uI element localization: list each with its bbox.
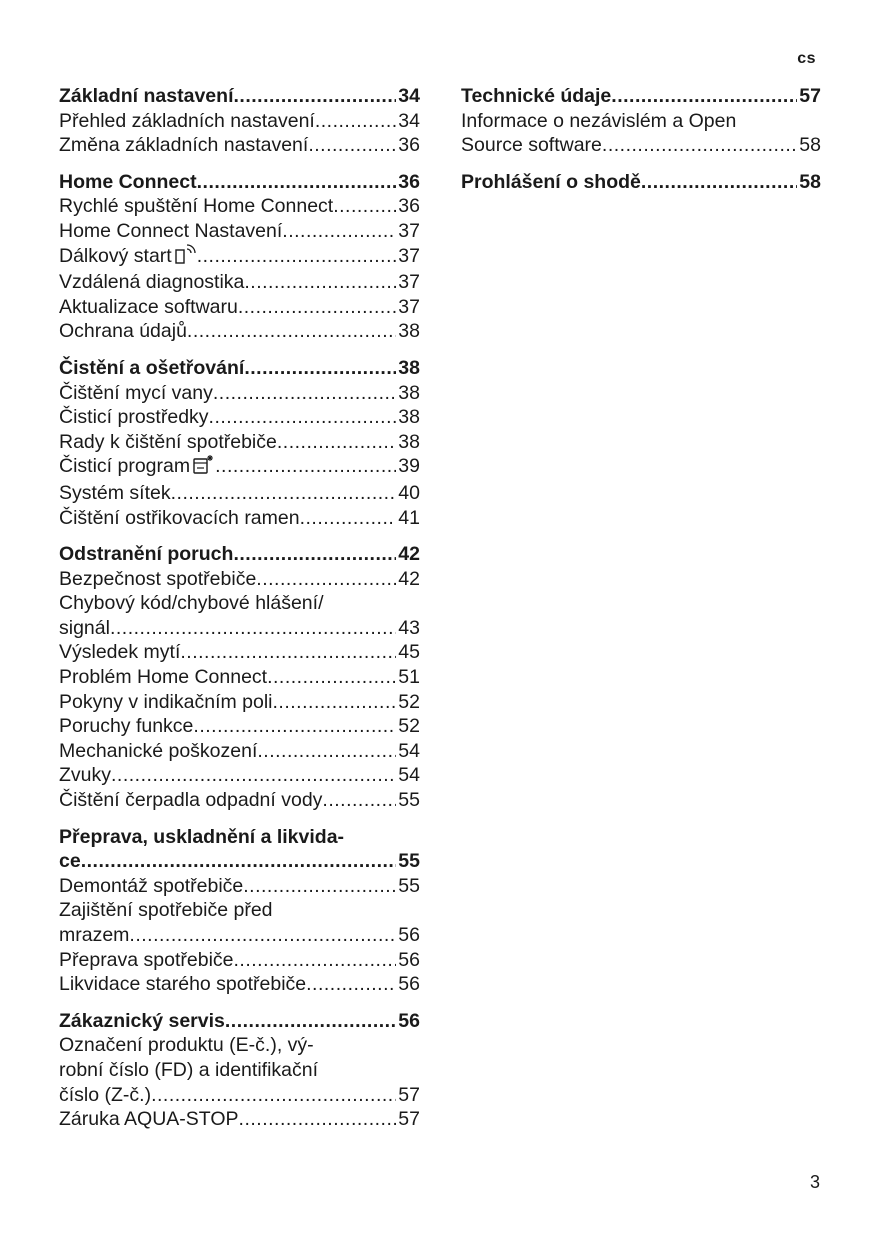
toc-leader-dots — [282, 219, 396, 244]
toc-entry-label: Čištění čerpadla odpadní vody — [59, 789, 323, 812]
toc-entry-label: Ochrana údajů — [59, 320, 187, 343]
toc-leader-dots — [215, 454, 396, 479]
toc-entry[interactable] — [59, 270, 420, 295]
toc-leader-dots — [197, 170, 397, 195]
toc-leader-dots — [129, 923, 396, 948]
toc-entry[interactable] — [59, 109, 420, 134]
toc-entry[interactable] — [59, 1107, 420, 1132]
toc-leader-dots — [209, 405, 397, 430]
toc-leader-dots — [315, 109, 396, 134]
toc-leader-dots — [333, 194, 396, 219]
toc-entry[interactable] — [59, 405, 420, 430]
toc-page-number: 55 — [398, 789, 420, 812]
toc-entry-line: Označení produktu (E-č.), vý- — [59, 1034, 314, 1057]
toc-entry-label: Čištění mycí vany — [59, 381, 213, 404]
toc-entry-label: Aktualizace softwaru — [59, 295, 238, 318]
toc-page-number: 38 — [398, 320, 420, 343]
toc-page-number: 42 — [398, 543, 420, 566]
toc-entry[interactable] — [59, 1083, 420, 1108]
toc-column-left — [59, 84, 420, 1144]
toc-entry[interactable] — [59, 194, 420, 219]
toc-column-right — [461, 84, 821, 206]
toc-section-heading[interactable] — [59, 849, 420, 874]
toc-entry[interactable] — [59, 763, 420, 788]
toc-leader-dots — [187, 319, 396, 344]
toc-entry-label: Home Connect — [59, 170, 197, 193]
toc-entry-line: Zajištění spotřebiče před — [59, 899, 273, 922]
toc-entry[interactable] — [59, 219, 420, 244]
toc-page-number: 38 — [398, 381, 420, 404]
page-number: 3 — [809, 1172, 820, 1192]
toc-entry[interactable] — [59, 481, 420, 506]
toc-page-number: 56 — [398, 1009, 420, 1032]
toc-leader-dots — [267, 665, 396, 690]
toc-page-number: 56 — [398, 924, 420, 946]
toc-entry-label: Čistění a ošetřování — [59, 356, 245, 379]
toc-leader-dots — [81, 849, 397, 874]
toc-entry-label: Demontáž spotřebiče — [59, 874, 244, 897]
toc-entry[interactable] — [59, 972, 420, 997]
toc-leader-dots — [244, 270, 396, 295]
toc-section-heading[interactable] — [59, 356, 420, 381]
toc-page-number: 36 — [398, 170, 420, 193]
toc-entry-label: Source software — [461, 134, 602, 157]
toc-section-heading[interactable] — [461, 170, 821, 195]
toc-page-number: 56 — [398, 973, 420, 996]
toc-page-number: 51 — [398, 666, 420, 689]
toc-leader-dots — [239, 1107, 397, 1132]
toc-entry-label: Čisticí prostředky — [59, 406, 209, 429]
toc-entry-label: Přehled základních nastavení — [59, 109, 315, 132]
language-code: cs — [797, 50, 816, 67]
toc-entry-label: Bezpečnost spotřebiče — [59, 567, 257, 590]
toc-entry-label: Technické údaje — [461, 85, 612, 107]
toc-entry-line: Informace o nezávislém a Open — [461, 109, 737, 132]
toc-page-number: 57 — [398, 1083, 420, 1106]
toc-entry-label: signál — [59, 616, 110, 639]
toc-entry[interactable] — [59, 690, 420, 715]
toc-leader-dots — [197, 244, 397, 269]
toc-leader-dots — [171, 481, 397, 506]
toc-page-number: 42 — [398, 567, 420, 590]
toc-entry[interactable] — [461, 133, 821, 158]
toc-leader-dots — [611, 84, 797, 109]
toc-leader-dots — [111, 763, 396, 788]
toc-leader-dots — [602, 133, 797, 158]
toc-page-number: 55 — [398, 850, 420, 873]
toc-entry-label: Čisticí program — [59, 454, 215, 481]
toc-page-number: 34 — [398, 109, 420, 132]
toc-page-number: 36 — [398, 195, 420, 218]
toc-entry-label: Čištění ostřikovacích ramen — [59, 506, 300, 529]
toc-entry[interactable] — [59, 454, 420, 481]
remote-start-icon — [175, 244, 197, 271]
toc-leader-dots — [233, 542, 396, 567]
toc-leader-dots — [256, 567, 396, 592]
toc-section-heading[interactable] — [461, 84, 821, 109]
toc-leader-dots — [300, 506, 397, 531]
toc-entry-label: Zákaznický servis — [59, 1009, 225, 1032]
toc-entry[interactable] — [59, 714, 420, 739]
toc-entry[interactable] — [59, 506, 420, 531]
toc-page-number: 52 — [398, 715, 420, 738]
toc-entry-label: Rychlé spuštění Home Connect — [59, 195, 334, 218]
toc-page-number: 37 — [398, 244, 420, 267]
toc-page-number: 39 — [398, 455, 420, 478]
toc-entry-label: Zvuky — [59, 764, 112, 787]
toc-leader-dots — [225, 1009, 396, 1034]
toc-leader-dots — [243, 874, 396, 899]
toc-page-number: 57 — [799, 85, 821, 107]
toc-page-number: 38 — [398, 356, 420, 379]
toc-section — [461, 84, 821, 158]
toc-entry[interactable] — [59, 874, 420, 899]
toc-leader-dots — [233, 84, 396, 109]
toc-page-number: 36 — [398, 134, 420, 157]
toc-leader-dots — [641, 170, 797, 195]
machine-care-icon — [193, 454, 215, 481]
toc-leader-dots — [193, 714, 396, 739]
toc-section — [461, 170, 821, 195]
toc-page-number: 37 — [398, 271, 420, 294]
toc-entry[interactable] — [59, 665, 420, 690]
toc-leader-dots — [277, 430, 396, 455]
toc-leader-dots — [180, 640, 396, 665]
toc-page-number: 45 — [398, 641, 420, 664]
toc-page-number: 37 — [398, 219, 420, 242]
toc-entry[interactable] — [59, 923, 420, 948]
toc-entry-label: Poruchy funkce — [59, 715, 194, 738]
toc-entry[interactable] — [59, 567, 420, 592]
toc-entry-label: mrazem — [59, 924, 130, 946]
toc-leader-dots — [234, 948, 397, 973]
toc-page-number: 57 — [398, 1108, 420, 1131]
toc-section — [59, 825, 420, 997]
toc-leader-dots — [257, 739, 396, 764]
toc-section-heading-line: Přeprava, uskladnění a likvida- — [59, 825, 345, 848]
toc-page-number: 54 — [398, 739, 420, 762]
toc-section — [59, 1009, 420, 1132]
toc-page-number: 37 — [398, 295, 420, 318]
toc-entry[interactable] — [59, 948, 420, 973]
toc-entry-label: Systém sítek — [59, 481, 171, 504]
toc-leader-dots — [322, 788, 396, 813]
toc-page-number: 38 — [398, 430, 420, 453]
toc-entry-line: Chybový kód/chybové hlášení/ — [59, 592, 324, 615]
toc-entry-label: Přeprava spotřebiče — [59, 948, 234, 971]
toc-entry[interactable] — [59, 430, 420, 455]
toc-section — [59, 84, 420, 158]
toc-leader-dots — [273, 690, 397, 715]
toc-entry[interactable] — [59, 381, 420, 406]
toc-page-number: 55 — [398, 874, 420, 897]
toc-section-heading[interactable] — [59, 170, 420, 195]
toc-entry-label: Home Connect Nastavení — [59, 219, 283, 242]
toc-entry[interactable] — [59, 739, 420, 764]
toc-leader-dots — [306, 972, 396, 997]
toc-entry-label: Vzdálená diagnostika — [59, 271, 245, 294]
toc-section — [59, 542, 420, 813]
toc-leader-dots — [110, 616, 396, 641]
toc-entry-label: Výsledek mytí — [59, 641, 181, 664]
toc-entry-label: Problém Home Connect — [59, 666, 268, 689]
toc-page-number: 43 — [398, 616, 420, 639]
toc-section-heading[interactable] — [59, 84, 420, 109]
toc-section-heading[interactable] — [59, 1009, 420, 1034]
toc-page-number: 41 — [398, 506, 420, 529]
toc-entry-label: Likvidace starého spotřebiče — [59, 973, 307, 996]
toc-entry-label: Základní nastavení — [59, 85, 234, 107]
toc-entry-label: Změna základních nastavení — [59, 134, 309, 157]
toc-entry-label: číslo (Z-č.) — [59, 1083, 152, 1106]
toc-page-number: 58 — [799, 170, 821, 193]
toc-page-number: 58 — [799, 134, 821, 157]
toc-entry[interactable] — [59, 616, 420, 641]
toc-entry-label: ce — [59, 850, 81, 873]
toc-page-number: 40 — [398, 481, 420, 504]
toc-entry-label: Pokyny v indikačním poli — [59, 690, 273, 713]
toc-page-number: 34 — [398, 85, 420, 107]
toc-leader-dots — [308, 133, 396, 158]
toc-page-number: 54 — [398, 764, 420, 787]
toc-entry-label: Prohlášení o shodě — [461, 170, 641, 193]
toc-page-number: 56 — [398, 948, 420, 971]
toc-entry-label: Mechanické poškození — [59, 739, 258, 762]
toc-leader-dots — [213, 381, 396, 406]
toc-section — [59, 356, 420, 530]
toc-entry[interactable] — [59, 788, 420, 813]
toc-leader-dots — [151, 1083, 396, 1108]
toc-section — [59, 170, 420, 344]
toc-entry[interactable] — [59, 640, 420, 665]
toc-leader-dots — [244, 356, 396, 381]
toc-entry-label: Rady k čištění spotřebiče — [59, 430, 277, 453]
toc-entry-line: robní číslo (FD) a identifikační — [59, 1058, 319, 1081]
toc-page-number: 38 — [398, 406, 420, 429]
toc-page-number: 52 — [398, 690, 420, 713]
toc-entry[interactable] — [59, 295, 420, 320]
toc-entry-label: Dálkový start — [59, 244, 197, 271]
toc-section-heading[interactable] — [59, 542, 420, 567]
toc-entry[interactable] — [59, 244, 420, 271]
toc-entry[interactable] — [59, 133, 420, 158]
toc-entry-label: Záruka AQUA-STOP — [59, 1108, 239, 1131]
toc-entry[interactable] — [59, 319, 420, 344]
toc-entry-label: Odstranění poruch — [59, 543, 234, 566]
toc-leader-dots — [238, 295, 396, 320]
